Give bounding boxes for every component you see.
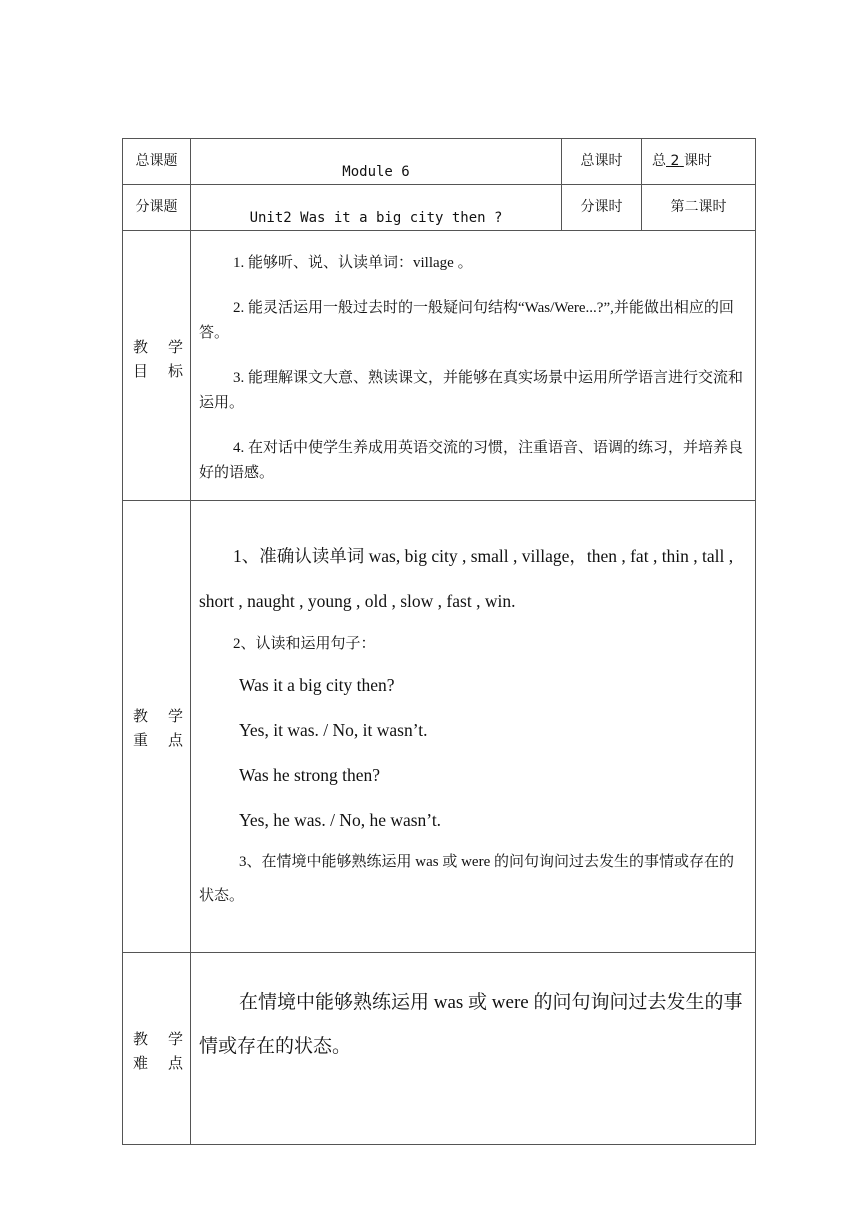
key-points-label-line1: 教 学 bbox=[133, 707, 183, 725]
sub-topic-label: 分课题 bbox=[123, 185, 191, 231]
key-point-sentence-list bbox=[199, 663, 747, 843]
total-topic-value: Module 6 bbox=[342, 164, 410, 180]
total-topic-label: 总课题 bbox=[123, 139, 191, 185]
difficulties-text: 在情境中能够熟练运用 was 或 were 的问句询问过去发生的事情或存在的状态。 bbox=[199, 992, 743, 1057]
difficulties-row bbox=[123, 953, 756, 1145]
key-points-label-line2: 重 点 bbox=[133, 731, 183, 749]
total-hours-prefix: 总 bbox=[652, 153, 666, 169]
objective-item: 3. 能理解课文大意、熟读课文，并能够在真实场景中运用所学语言进行交流和运用。 bbox=[199, 370, 744, 411]
difficulties-label-line2: 难 点 bbox=[133, 1054, 183, 1072]
total-hours-number: 2 bbox=[670, 153, 680, 169]
objectives-content bbox=[191, 231, 756, 501]
objectives-row bbox=[123, 231, 756, 501]
lesson-plan-page bbox=[122, 138, 755, 1145]
key-point-usage: 3、在情境中能够熟练运用 was 或 were 的问句询问过去发生的事情或存在的状态。 bbox=[199, 854, 734, 904]
sub-topic-cell bbox=[191, 185, 562, 231]
key-points-label-cell bbox=[123, 501, 191, 953]
objective-item: 2. 能灵活运用一般过去时的一般疑问句结构“Was/Were...?”,并能做出相应的回答。 bbox=[199, 300, 734, 341]
objectives-label-line1: 教 学 bbox=[133, 338, 183, 356]
key-point-sentences-heading: 2、认读和运用句子： bbox=[233, 636, 376, 652]
total-topic-row bbox=[123, 139, 756, 185]
sentence-item: Was he strong then? bbox=[239, 765, 380, 785]
objective-item: 1. 能够听、说、认读单词：village 。 bbox=[233, 255, 473, 271]
key-points-content bbox=[191, 501, 756, 953]
sentence-item: Yes, it was. / No, it wasn’t. bbox=[239, 720, 428, 740]
key-point-words: 1、准确认读单词 was, big city , small , village，then , fat , thin , tall , short , naught , young , old , slow , fast , win. bbox=[199, 546, 734, 611]
objectives-label-line2: 目 标 bbox=[133, 362, 183, 380]
difficulties-label-cell bbox=[123, 953, 191, 1145]
sub-topic-row bbox=[123, 185, 756, 231]
total-hours-suffix: 课时 bbox=[683, 153, 712, 169]
difficulties-label-line1: 教 学 bbox=[133, 1030, 183, 1048]
lesson-plan-table bbox=[122, 138, 756, 1145]
objectives-label-cell bbox=[123, 231, 191, 501]
total-hours-label: 总课时 bbox=[562, 139, 642, 185]
sub-hours-value: 第二课时 bbox=[642, 185, 756, 231]
sentence-item: Was it a big city then? bbox=[239, 675, 395, 695]
total-topic-cell bbox=[191, 139, 562, 185]
total-hours-cell bbox=[642, 139, 756, 185]
sub-hours-label: 分课时 bbox=[562, 185, 642, 231]
objective-item: 4. 在对话中使学生养成用英语交流的习惯，注重语音、语调的练习，并培养良好的语感。 bbox=[199, 440, 744, 481]
difficulties-content bbox=[191, 953, 756, 1145]
sub-topic-value: Unit2 Was it a big city then ? bbox=[249, 210, 503, 226]
key-points-row bbox=[123, 501, 756, 953]
sentence-item: Yes, he was. / No, he wasn’t. bbox=[239, 810, 442, 830]
